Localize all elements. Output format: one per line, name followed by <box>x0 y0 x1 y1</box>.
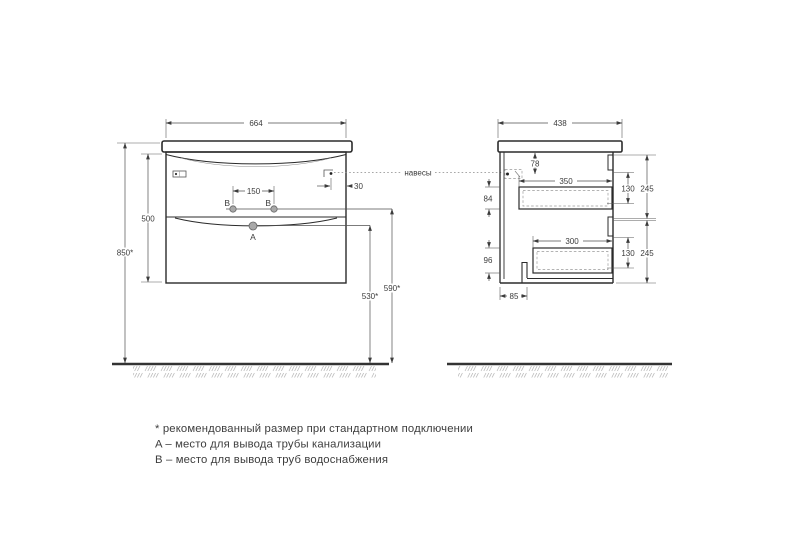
dim-label-top-drawer-depth: 350 <box>559 177 573 186</box>
dim-label-bottom-front-opening: 130 <box>621 249 635 258</box>
dim-label-hanger-offset: 30 <box>354 182 363 191</box>
hanger-left-icon <box>173 171 186 177</box>
dim-drain-height-530 <box>357 226 383 364</box>
hanger-right-icon <box>324 170 333 177</box>
floor-right <box>447 364 672 378</box>
dim-label-bottom-drawer-depth: 300 <box>565 237 579 246</box>
notes <box>155 423 473 466</box>
dim-label-top-front-opening: 130 <box>621 184 635 194</box>
dim-label-bottom-recess: 85 <box>509 292 519 301</box>
plinth-notch <box>522 263 527 284</box>
dim-label-hanger-drop: 78 <box>530 159 540 169</box>
dim-top-drawer-inner-84 <box>481 179 500 217</box>
dim-depth-438 <box>498 118 622 139</box>
hangers-callout <box>334 169 503 178</box>
dim-width-664 <box>166 118 346 139</box>
top-drawer-box-inner <box>523 191 608 207</box>
hangers-label: навесы <box>404 168 432 178</box>
front-cabinet <box>162 141 392 283</box>
dim-label-drain-height: 530* <box>361 292 379 301</box>
dim-label-water-spacing: 150 <box>246 187 261 196</box>
dim-top-front-opening-130 <box>607 173 636 204</box>
water-outlet-left <box>230 206 236 212</box>
water-outlet-right <box>271 206 277 212</box>
note-recommended-size: * рекомендованный размер при стандартном подключении <box>155 423 473 435</box>
drain-outlet <box>249 222 257 230</box>
front-view <box>112 118 405 364</box>
basin-curve <box>166 155 346 164</box>
dim-bottom-recess-85 <box>500 287 527 301</box>
side-view <box>481 118 656 302</box>
bottom-drawer-box-inner <box>537 252 608 270</box>
dim-bottom-drawer-inner-96 <box>481 240 500 281</box>
top-drawer-front-profile <box>608 155 613 170</box>
dim-label-bottom-drawer-inner: 96 <box>483 256 493 265</box>
dim-water-height-590 <box>379 209 405 363</box>
floor-left <box>112 364 389 378</box>
dim-label-total-height: 850* <box>116 248 134 258</box>
dim-label-top-drawer-inner: 84 <box>483 194 493 204</box>
dim-top-drawer-depth-350 <box>519 176 612 187</box>
dim-carcass-height-500 <box>137 154 162 282</box>
note-a-drain: A – место для вывода трубы канализации <box>155 438 382 451</box>
dim-total-height-850 <box>112 143 160 363</box>
side-cabinet <box>498 141 622 283</box>
dim-bottom-front-opening-130 <box>607 238 636 269</box>
bottom-drawer-front-profile <box>608 217 613 236</box>
dim-label-bottom-front-height: 245 <box>640 249 654 258</box>
label-a-drain: A <box>250 232 256 242</box>
dim-bottom-drawer-depth-300 <box>533 236 612 248</box>
label-b-right: B <box>265 198 271 208</box>
label-b-left: B <box>224 198 230 208</box>
dim-label-width: 664 <box>249 119 263 128</box>
dim-hanger-drop-78 <box>528 153 542 174</box>
dim-label-water-height: 590* <box>383 284 401 293</box>
dim-label-carcass-height: 500 <box>141 214 155 224</box>
dim-label-top-front-height: 245 <box>640 184 654 194</box>
dim-hanger-offset-30 <box>317 178 363 191</box>
note-b-water: B – место для вывода труб водоснабжения <box>155 454 389 466</box>
hanger-side-icon <box>505 170 522 179</box>
dim-label-depth: 438 <box>553 119 567 128</box>
